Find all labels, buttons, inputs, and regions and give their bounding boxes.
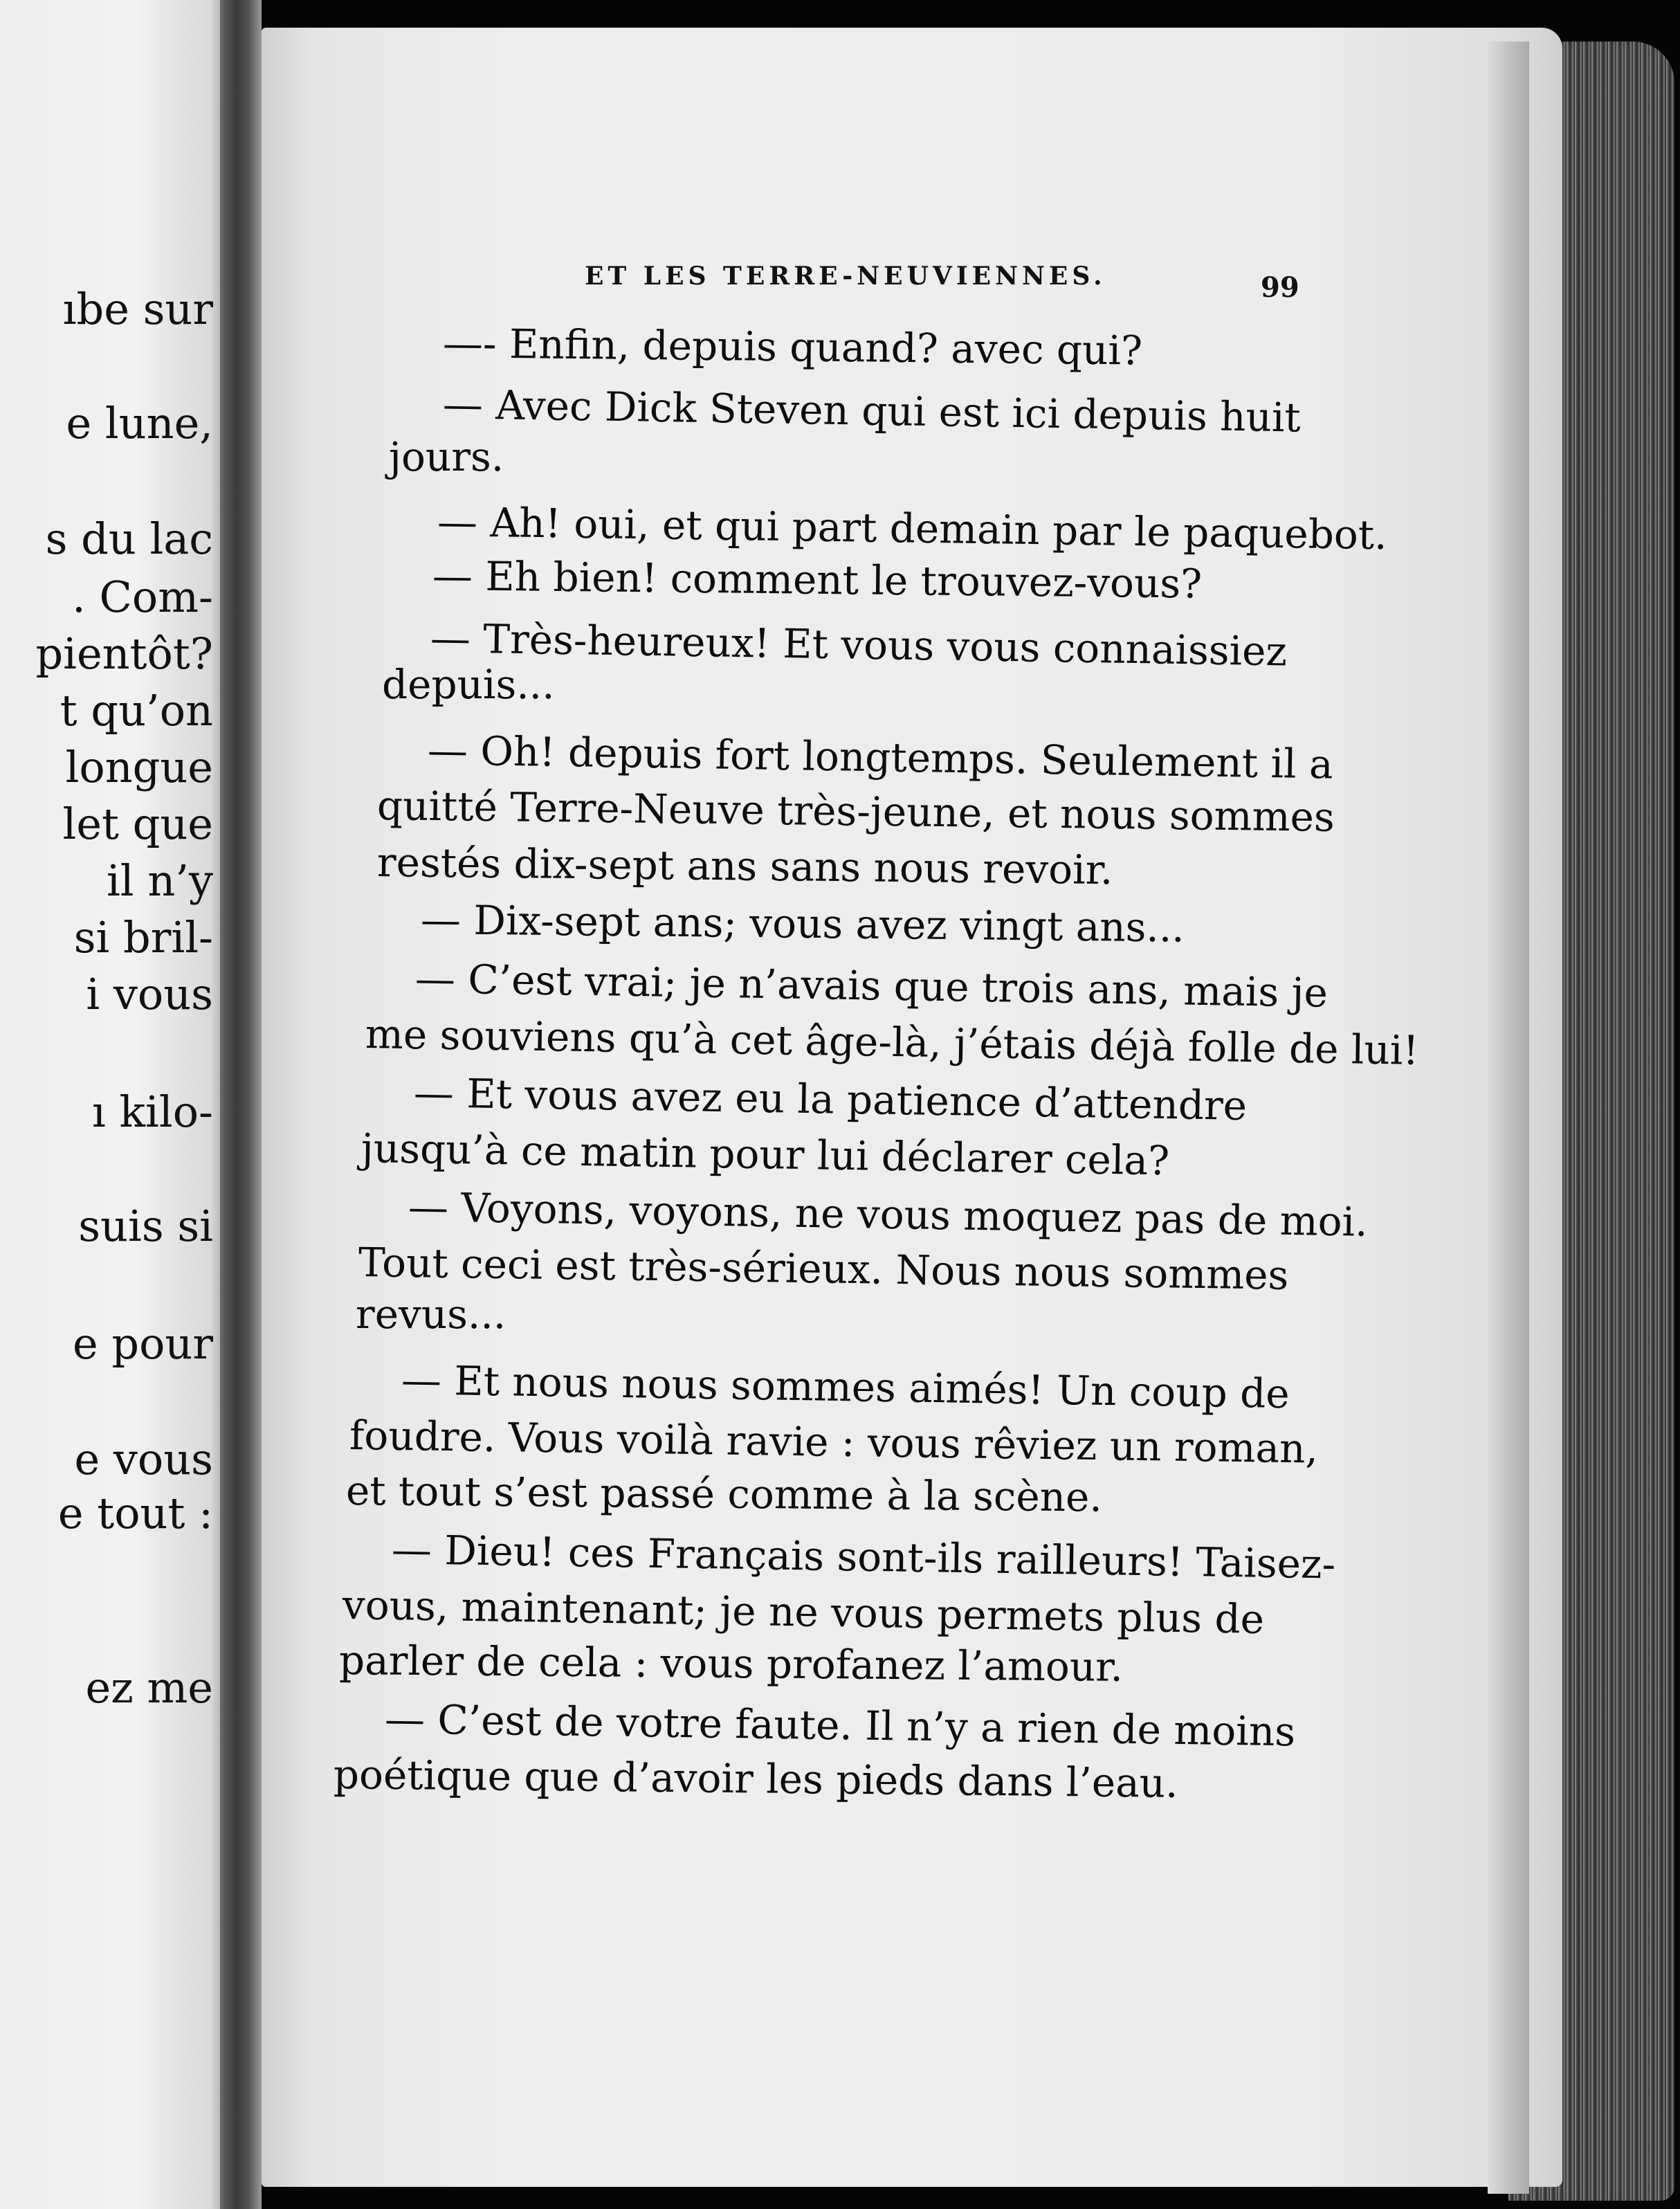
body-line: jusqu’à ce matin pour lui déclarer cela?	[360, 1125, 1170, 1185]
book-gutter	[220, 0, 262, 2209]
body-line: —- Enfin, depuis quand? avec qui?	[442, 320, 1143, 374]
body-line: et tout s’est passé comme à la scène.	[345, 1467, 1103, 1521]
body-line: — Eh bien! comment le trouvez-vous?	[432, 552, 1203, 608]
left-page-line: suis si	[78, 1201, 213, 1251]
body-line: — Dix-sept ans; vous avez vingt ans...	[420, 896, 1185, 952]
body-line: depuis...	[382, 661, 555, 708]
left-page-line: e pour	[73, 1318, 213, 1369]
left-page-line: . Com-	[72, 572, 213, 622]
running-head: ET LES TERRE-NEUVIENNES.	[585, 262, 1106, 291]
body-line: jours.	[389, 433, 504, 480]
body-line: — C’est vrai; je n’avais que trois ans, mais je	[414, 955, 1329, 1017]
page-edge-shade	[1488, 42, 1529, 2194]
body-line: me souviens qu’à cet âge-là, j’étais déjà folle de lui!	[365, 1010, 1420, 1074]
left-page-line: e vous	[74, 1434, 213, 1484]
body-line: quitté Terre-Neuve très-jeune, et nous sommes	[376, 782, 1335, 841]
page-number: 99	[1261, 271, 1299, 304]
body-line: Tout ceci est très-sérieux. Nous nous sommes	[358, 1239, 1289, 1299]
left-page-line: si bril-	[73, 912, 213, 963]
body-line: parler de cela : vous profanez l’amour.	[338, 1637, 1124, 1691]
left-page	[0, 0, 221, 2209]
left-page-line: e tout :	[57, 1488, 213, 1538]
body-line: — Très-heureux! Et vous vous connaissiez	[430, 615, 1288, 675]
left-page-line: longue	[65, 742, 213, 792]
left-page-line: let que	[62, 799, 213, 849]
body-line: — Dieu! ces Français sont-ils railleurs! Taisez-	[391, 1526, 1336, 1588]
body-line: — Oh! depuis fort longtemps. Seulement il a	[427, 727, 1334, 788]
left-page-line: i vous	[86, 969, 213, 1019]
left-page-line: il n’y	[106, 855, 213, 906]
left-page-line: s du lac	[45, 513, 213, 564]
body-line: vous, maintenant; je ne vous permets plus de	[342, 1581, 1265, 1643]
left-page-line: e lune,	[66, 398, 213, 448]
left-page-line: ı kilo-	[91, 1087, 213, 1137]
body-line: — Et nous nous sommes aimés! Un coup de	[401, 1356, 1290, 1418]
body-line: poétique que d’avoir les pieds dans l’eau.	[333, 1751, 1178, 1807]
left-page-line: ıbe sur	[62, 284, 213, 334]
body-line: — C’est de votre faute. Il n’y a rien de moins	[384, 1696, 1296, 1756]
body-line: — Ah! oui, et qui part demain par le paquebot.	[437, 498, 1388, 559]
body-line: — Avec Dick Steven qui est ici depuis huit	[442, 381, 1302, 442]
body-line: restés dix-sept ans sans nous revoir.	[376, 839, 1113, 894]
left-page-line: t qu’on	[60, 685, 213, 736]
body-line: foudre. Vous voilà ravie : vous rêviez un roman,	[349, 1412, 1319, 1473]
left-page-line: ez me	[85, 1662, 213, 1713]
body-line: revus...	[356, 1291, 506, 1338]
body-line: — Et vous avez eu la patience d’attendre	[413, 1069, 1248, 1129]
body-line: — Voyons, voyons, ne vous moquez pas de moi.	[408, 1183, 1369, 1246]
left-page-line: pientôt?	[35, 628, 213, 679]
